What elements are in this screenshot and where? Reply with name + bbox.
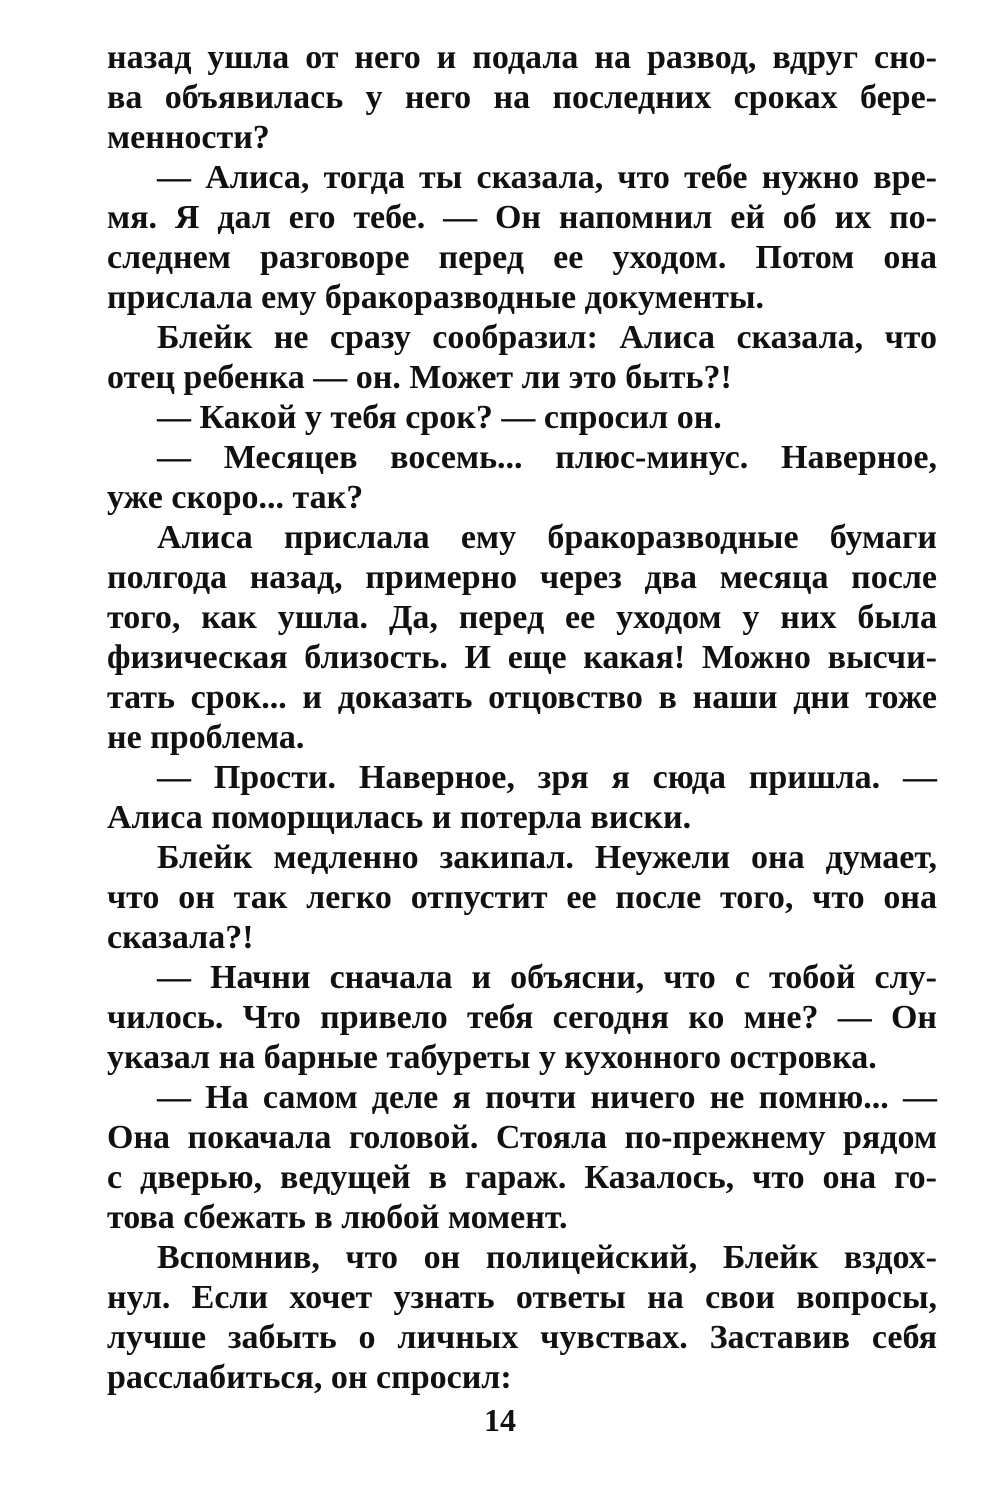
- text-line: следнем разговоре перед ее уходом. Потом она: [107, 239, 937, 276]
- text-line: — Какой у тебя срок? — спросил он.: [157, 399, 722, 436]
- text-line: с дверью, ведущей в гараж. Казалось, что она го-: [107, 1159, 937, 1196]
- text-line: прислала ему бракоразводные документы.: [107, 279, 765, 316]
- text-line: тать срок... и доказать отцовство в наши дни тоже: [107, 679, 937, 716]
- text-line: чилось. Что привело тебя сегодня ко мне? — Он: [107, 999, 937, 1036]
- text-line: физическая близость. И еще какая! Можно высчи-: [107, 639, 937, 676]
- text-line: Алиса поморщилась и потерла виски.: [107, 799, 692, 836]
- text-line: Блейк не сразу сообразил: Алиса сказала, что: [157, 319, 937, 356]
- text-line: — Прости. Наверное, зря я сюда пришла. —: [157, 759, 937, 796]
- text-line: сказала?!: [107, 919, 254, 956]
- text-line: указал на барные табуреты у кухонного островка.: [107, 1039, 877, 1076]
- text-line: полгода назад, примерно через два месяца после: [107, 559, 937, 596]
- body-text: [107, 38, 937, 1398]
- text-line: това сбежать в любой момент.: [107, 1199, 568, 1236]
- text-line: Блейк медленно закипал. Неужели она думает,: [157, 839, 937, 876]
- text-line: мя. Я дал его тебе. — Он напомнил ей об их по-: [107, 199, 937, 236]
- text-line: того, как ушла. Да, перед ее уходом у них была: [107, 599, 937, 636]
- text-line: что он так легко отпустит ее после того, что она: [107, 879, 937, 916]
- text-line: уже скоро... так?: [107, 479, 364, 516]
- text-line: лучше забыть о личных чувствах. Заставив себя: [107, 1319, 937, 1356]
- text-line: не проблема.: [107, 719, 305, 756]
- text-line: ва объявилась у него на последних сроках бере-: [107, 79, 937, 116]
- text-line: нул. Если хочет узнать ответы на свои вопросы,: [107, 1279, 937, 1316]
- text-line: Вспомнив, что он полицейский, Блейк вздох-: [157, 1239, 937, 1276]
- text-line: — Алиса, тогда ты сказала, что тебе нужно вре-: [157, 159, 937, 196]
- text-line: Алиса прислала ему бракоразводные бумаги: [157, 519, 937, 556]
- text-line: Она покачала головой. Стояла по-прежнему рядом: [107, 1119, 937, 1156]
- text-line: расслабиться, он спросил:: [107, 1359, 512, 1396]
- text-line: отец ребенка — он. Может ли это быть?!: [107, 359, 732, 396]
- page-number: 14: [484, 1402, 516, 1438]
- text-line: — Начни сначала и объясни, что с тобой слу-: [157, 959, 937, 996]
- text-line: — Месяцев восемь... плюс-минус. Наверное,: [157, 439, 937, 476]
- text-line: — На самом деле я почти ничего не помню... —: [157, 1079, 937, 1116]
- text-line: назад ушла от него и подала на развод, вдруг сно-: [107, 39, 937, 76]
- text-line: менности?: [107, 119, 270, 156]
